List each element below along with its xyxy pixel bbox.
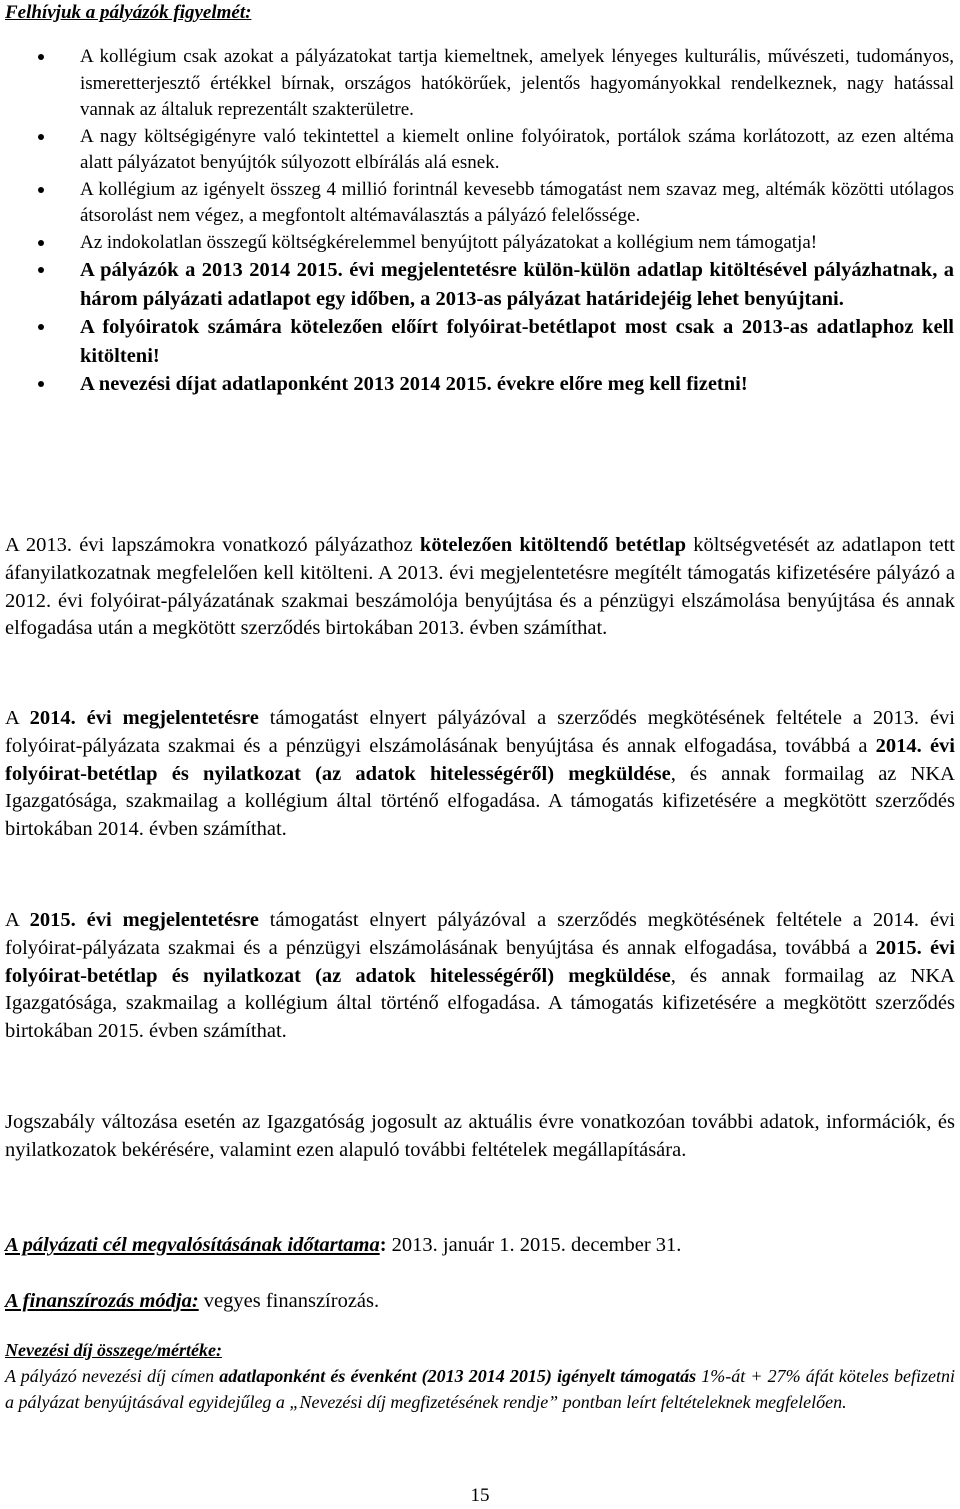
financing-label: A finanszírozás módja:: [5, 1290, 199, 1312]
duration-colon: :: [379, 1234, 387, 1256]
fee-label: Nevezési díj összege/mértéke:: [5, 1340, 222, 1360]
duration-value: 2013. január 1. 2015. december 31.: [386, 1234, 682, 1256]
notice-bullet-list: [0, 44, 960, 399]
paragraph-2015: [5, 907, 955, 1046]
paragraph-bold-text: 2015. évi megjelentetésre: [29, 909, 259, 931]
paragraph-text: A: [5, 909, 30, 931]
bullet-item: A kollégium az igényelt összeg 4 millió forintnál kevesebb támogatást nem szavaz meg, altémák közötti utólagos átsorolást nem végez, a megfontolt altémaválasztás a pályázó felelőssége.: [0, 177, 960, 230]
bullet-item: A kollégium csak azokat a pályázatokat tartja kiemeltnek, amelyek lényeges kulturális, művészeti, tudományos, ismeretterjesztő értékkel bírnak, országos hatókörűek, jelentős hagyományokkal rendelkeznek, nagy hatással vannak az általuk reprezentált szakterületre.: [0, 44, 960, 124]
fee-text: A pályázó nevezési díj címen: [5, 1366, 220, 1386]
bullet-item: A nagy költségigényre való tekintettel a kiemelt online folyóiratok, portálok száma korlátozott, az ezen altéma alatt pályázatot benyújtók súlyozott elbírálás alá esnek.: [0, 124, 960, 177]
paragraph-text: támogatást elnyert pályázóval a szerződés megkötésének feltétele a 2014. évi folyóirat-pályázata szakmai és a pénzügyi elszámolásának benyújtása és annak elfogadása, továbbá a: [5, 909, 955, 959]
fee-paragraph: [5, 1364, 955, 1415]
paragraph-text: , és annak formailag az NKA Igazgatósága, szakmailag a kollégium által történő elfogadása. A támogatás kifizetésére a megkötött szerződés birtokában 2014. évben számíthat.: [5, 762, 955, 841]
page-number: 15: [470, 1485, 490, 1506]
notice-heading: Felhívjuk a pályázók figyelmét:: [5, 2, 252, 23]
fee-bold-text: adatlaponként és évenként (2013 2014 2015) igényelt támogatás: [219, 1366, 697, 1386]
paragraph-text: A: [5, 707, 30, 729]
duration-label: A pályázati cél megvalósításának időtartama: [5, 1234, 380, 1256]
paragraph-2013: [5, 532, 955, 643]
paragraph-bold-text: 2014. évi megjelentetésre: [29, 707, 259, 729]
paragraph-text: költségvetését az adatlapon tett áfanyilatkozatnak megfelelően kell kitölteni. A 2013. évi megjelentetésre megítélt támogatás kifizetésére pályázó a 2012. évi folyóirat-pályázatának szakmai beszámolója benyújtása és a pénzügyi elszámolása benyújtása és annak elfogadása után a megkötött szerződés birtokában 2013. évben számíthat.: [5, 534, 956, 640]
duration-line: [5, 1232, 955, 1260]
paragraph-2014: [5, 705, 955, 844]
bullet-item-bold: A folyóiratok számára kötelezően előírt folyóirat-betétlapot most csak a 2013-as adatlaphoz kell kitölteni!: [0, 313, 960, 370]
financing-value: vegyes finanszírozás.: [198, 1290, 380, 1312]
paragraph-text: A 2013. évi lapszámokra vonatkozó pályázathoz: [5, 534, 420, 556]
financing-line: [5, 1288, 955, 1316]
paragraph-text: , és annak formailag az NKA Igazgatósága, szakmailag a kollégium által történő elfogadása. A támogatás kifizetésére a megkötött szerződés birtokában 2015. évben számíthat.: [5, 964, 955, 1043]
fee-text: 1%-át + 27% áfát köteles befizetni a pályázat benyújtásával egyidejűleg a „Nevezési díj megfizetésének rendje” pontban leírt feltételeknek megfelelően.: [5, 1366, 956, 1412]
bullet-item-bold: A pályázók a 2013 2014 2015. évi megjelentetésre külön-külön adatlap kitöltésével pályázhatnak, a három pályázati adatlapot egy időben, a 2013-as pályázat határidejéig lehet benyújtani.: [0, 256, 960, 313]
bullet-item-bold: A nevezési díjat adatlaponként 2013 2014 2015. évekre előre meg kell fizetni!: [0, 370, 960, 399]
paragraph-law-change: Jogszabály változása esetén az Igazgatóság jogosult az aktuális évre vonatkozóan további adatok, információk, és nyilatkozatok bekérésére, valamint ezen alapuló további feltételek megállapítására.: [5, 1111, 955, 1161]
paragraph-bold-text: 2015. évi folyóirat-betétlap és nyilatkozat (az adatok hitelességéről) megküldése: [5, 936, 955, 987]
bullet-item: Az indokolatlan összegű költségkérelemmel benyújtott pályázatokat a kollégium nem támogatja!: [0, 230, 960, 257]
paragraph-bold-text: 2014. évi folyóirat-betétlap és nyilatkozat (az adatok hitelességéről) megküldése: [5, 734, 955, 785]
paragraph-text: támogatást elnyert pályázóval a szerződés megkötésének feltétele a 2013. évi folyóirat-pályázata szakmai és a pénzügyi elszámolásának benyújtása és annak elfogadása, továbbá a: [5, 707, 955, 757]
paragraph-bold-text: kötelezően kitöltendő betétlap: [419, 534, 686, 556]
